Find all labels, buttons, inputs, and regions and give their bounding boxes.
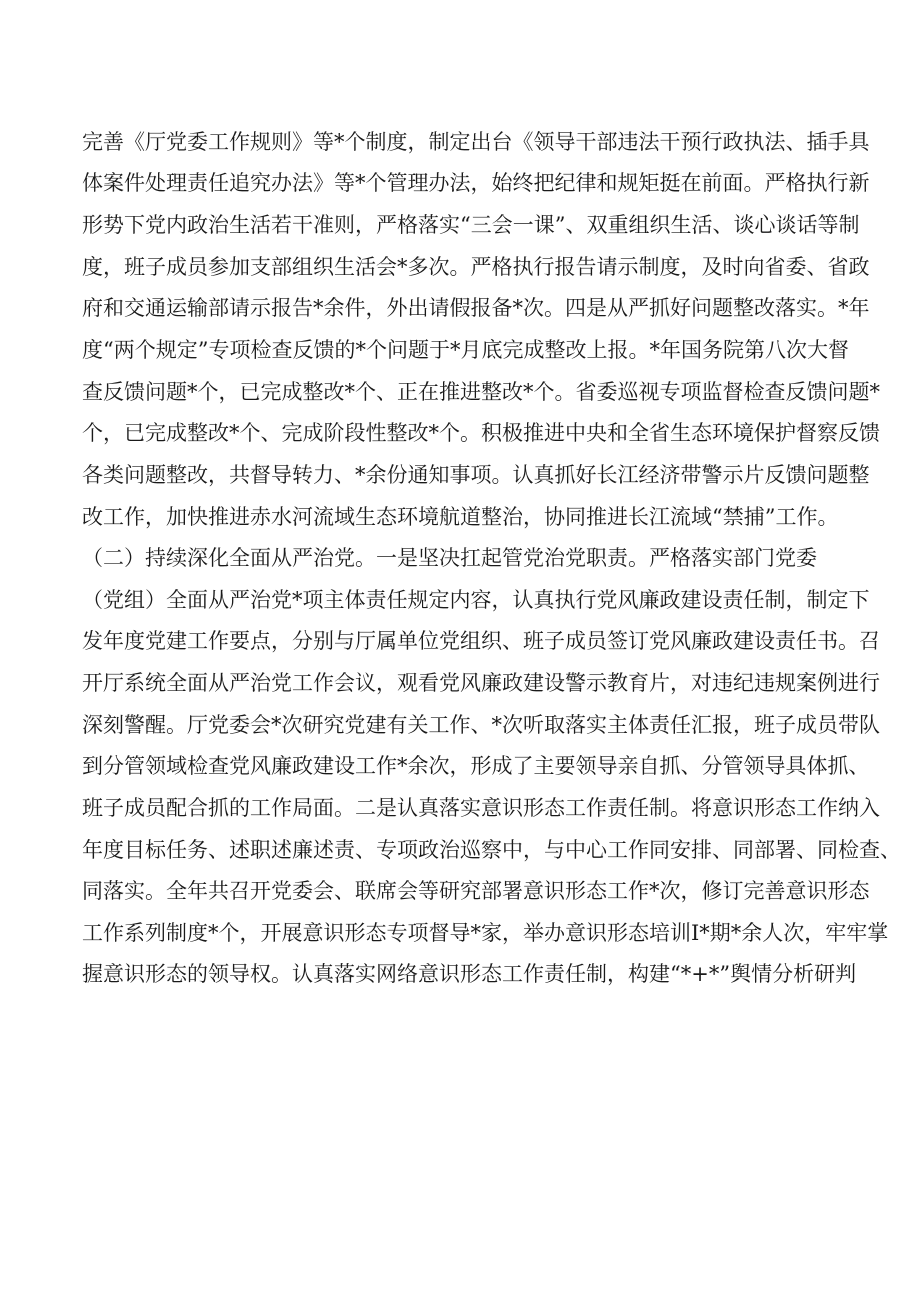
text-line bbox=[0, 705, 920, 745]
text-line-content: 查反馈问题*个，已完成整改*个、正在推进整改*个。省委巡视专项监督检查反馈问题* bbox=[82, 380, 880, 404]
text-line bbox=[0, 288, 920, 328]
text-line-content: 开厅系统全面从严治党工作会议，观看党风廉政建设警示教育片，对违纪违规案例进行 bbox=[82, 671, 880, 695]
text-line-content: 度，班子成员参加支部组织生活会*多次。严格执行报告请示制度，及时向省委、省政 bbox=[82, 255, 870, 279]
text-line bbox=[0, 621, 920, 661]
text-line-content: 到分管领域检查党风廉政建设工作*余次，形成了主要领导亲自抓、分管领导具体抓、 bbox=[82, 754, 870, 778]
text-line bbox=[0, 205, 920, 245]
text-line bbox=[0, 538, 920, 578]
text-line bbox=[0, 372, 920, 412]
text-line-content: 发年度党建工作要点，分别与厅属单位党组织、班子成员签订党风廉政建设责任书。召 bbox=[82, 629, 880, 653]
text-line-content: 同落实。全年共召开党委会、联席会等研究部署意识形态工作*次，修订完善意识形态 bbox=[82, 879, 870, 903]
text-line bbox=[0, 122, 920, 162]
text-line-content: 度“两个规定”专项检查反馈的*个问题于*月底完成整改上报。*年国务院第八次大督 bbox=[82, 338, 849, 362]
text-line bbox=[0, 746, 920, 786]
text-line bbox=[0, 871, 920, 911]
text-line-content: 府和交通运输部请示报告*余件，外出请假报备*次。四是从严抓好问题整改落实。*年 bbox=[82, 296, 870, 320]
text-line-content: 工作系列制度*个，开展意识形态专项督导*家，举办意识形态培训I*期*余人次，牢牢掌 bbox=[82, 921, 889, 945]
text-line-content: 形势下党内政治生活若干准则，严格落实“三会一课”、双重组织生活、谈心谈话等制 bbox=[82, 213, 860, 237]
text-line-content: 完善《厅党委工作规则》等*个制度，制定出台《领导干部违法干预行政执法、插手具 bbox=[82, 130, 870, 154]
text-line bbox=[0, 788, 920, 828]
text-line bbox=[0, 497, 920, 537]
text-line-content: 体案件处理责任追究办法》等*个管理办法，始终把纪律和规矩挺在前面。严格执行新 bbox=[82, 171, 870, 195]
text-line bbox=[0, 830, 920, 870]
text-line bbox=[0, 913, 920, 953]
text-line-content: （二）持续深化全面从严治党。一是坚决扛起管党治党职责。严格落实部门党委 bbox=[82, 546, 817, 570]
text-line-content: （党组）全面从严治党*项主体责任规定内容，认真执行党风廉政建设责任制，制定下 bbox=[82, 588, 870, 612]
text-line-content: 各类问题整改，共督导转力、*余份通知事项。认真抓好长江经济带警示片反馈问题整 bbox=[82, 463, 870, 487]
text-line bbox=[0, 455, 920, 495]
text-line-content: 班子成员配合抓的工作局面。二是认真落实意识形态工作责任制。将意识形态工作纳入 bbox=[82, 796, 880, 820]
text-line bbox=[0, 247, 920, 287]
text-line-content: 深刻警醒。厅党委会*次研究党建有关工作、*次听取落实主体责任汇报，班子成员带队 bbox=[82, 713, 880, 737]
text-line bbox=[0, 954, 920, 994]
text-line-content: 改工作，加快推进赤水河流域生态环境航道整治，协同推进长江流域“禁捕”工作。 bbox=[82, 505, 839, 529]
text-line bbox=[0, 413, 920, 453]
text-line bbox=[0, 330, 920, 370]
text-line bbox=[0, 580, 920, 620]
text-line bbox=[0, 163, 920, 203]
text-line-content: 个，已完成整改*个、完成阶段性整改*个。积极推进中央和全省生态环境保护督察反馈 bbox=[82, 421, 880, 445]
text-line-content: 握意识形态的领导权。认真落实网络意识形态工作责任制，构建“*+*”舆情分析研判 bbox=[82, 962, 857, 986]
text-line-content: 年度目标任务、述职述廉述责、专项政治巡察中，与中心工作同安排、同部署、同检查、 bbox=[82, 838, 901, 862]
text-line bbox=[0, 663, 920, 703]
